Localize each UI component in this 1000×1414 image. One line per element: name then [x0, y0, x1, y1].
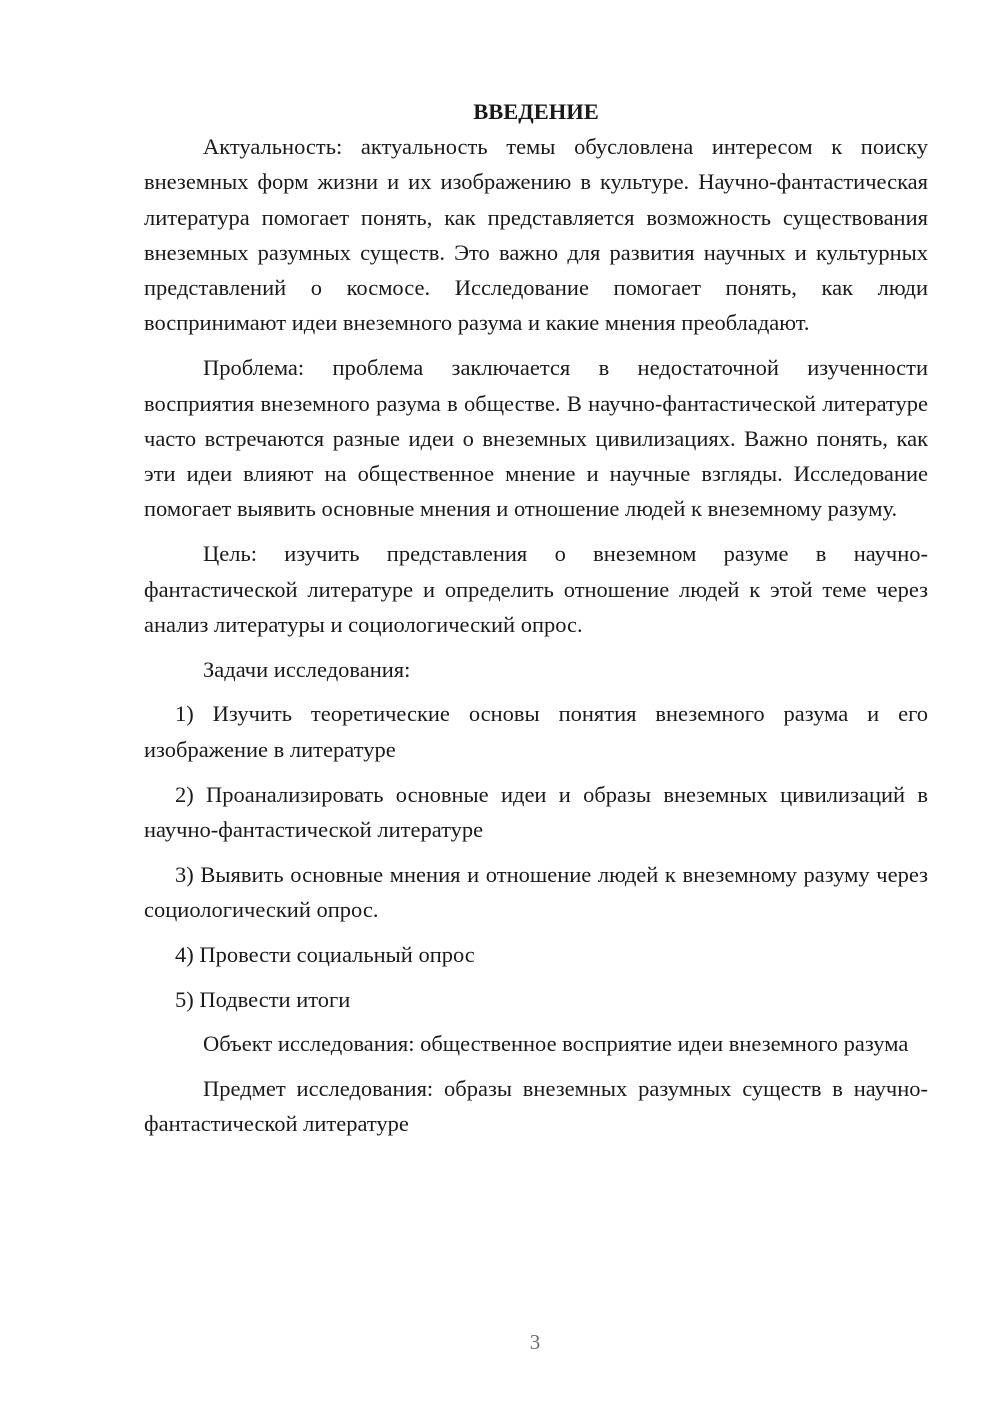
- tasks-list: [144, 696, 928, 1016]
- task-item: 4) Провести социальный опрос: [175, 941, 475, 967]
- tasks-heading: Задачи исследования:: [203, 656, 411, 682]
- document-page: [144, 94, 928, 1151]
- section-title: ВВЕДЕНИЕ: [473, 99, 599, 124]
- page-number: 3: [529, 1330, 541, 1354]
- paragraph-relevance: Актуальность: актуальность темы обусловлена интересом к поиску внеземных форм жизни и их изображению в культуре. Научно-фантастическая литература помогает понять, как представляется возможность существования внеземных разумных существ. Это важно для развития научных и культурных представлений о космосе. Исследование помогает понять, как люди воспринимают идеи внеземного разума и какие мнения преобладают.: [144, 134, 928, 336]
- task-item: 1) Изучить теоретические основы понятия внеземного разума и его изображение в литературе: [144, 701, 928, 762]
- paragraph-subject: Предмет исследования: образы внеземных разумных существ в научно-фантастической литературе: [144, 1076, 928, 1137]
- paragraph-object: Объект исследования: общественное восприятие идеи внеземного разума: [203, 1031, 909, 1057]
- task-item: 2) Проанализировать основные идеи и образы внеземных цивилизаций в научно-фантастической литературе: [144, 781, 928, 842]
- task-item: 5) Подвести итоги: [175, 986, 351, 1012]
- paragraph-problem: Проблема: проблема заключается в недостаточной изученности восприятия внеземного разума в обществе. В научно-фантастической литературе часто встречаются разные идеи о внеземных цивилизациях. Важно понять, как эти идеи влияют на общественное мнение и научные взгляды. Исследование помогает выявить основные мнения и отношение людей к внеземному разуму.: [144, 355, 928, 522]
- task-item: 3) Выявить основные мнения и отношение людей к внеземному разуму через социологический опрос.: [144, 861, 928, 922]
- paragraph-goal: Цель: изучить представления о внеземном разуме в научно-фантастической литературе и определить отношение людей к этой теме через анализ литературы и социологический опрос.: [144, 541, 928, 637]
